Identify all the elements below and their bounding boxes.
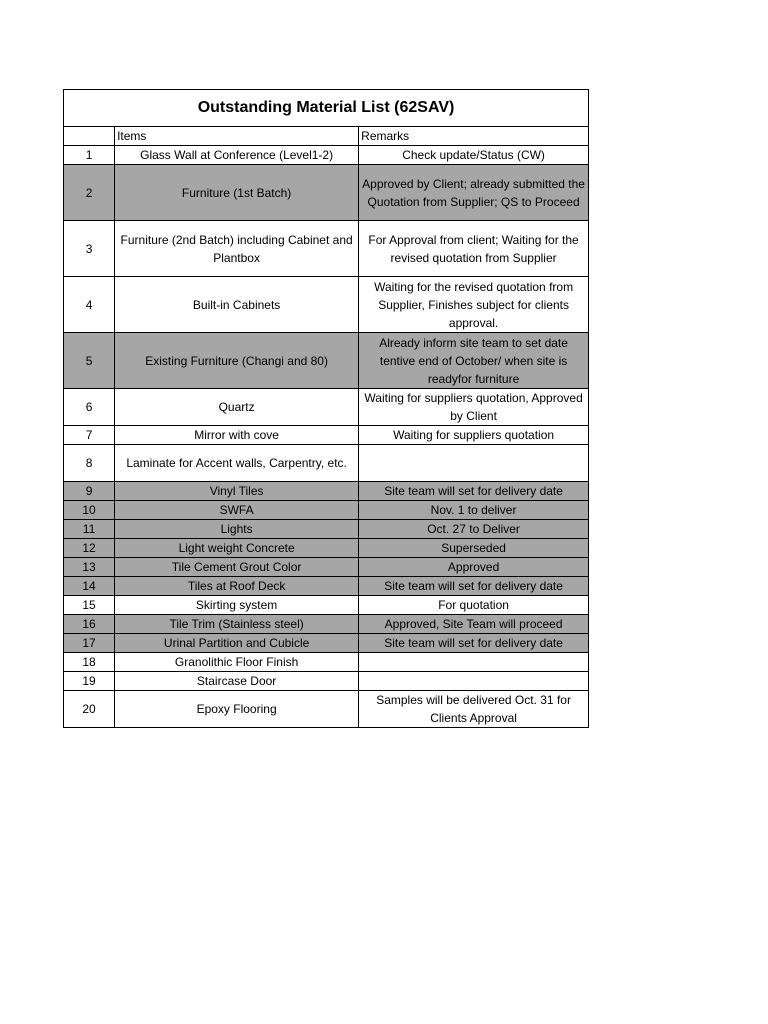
row-item: Vinyl Tiles bbox=[115, 482, 359, 501]
table-row bbox=[64, 520, 589, 539]
row-item: Laminate for Accent walls, Carpentry, etc. bbox=[115, 445, 359, 482]
table-row bbox=[64, 221, 589, 277]
table-row bbox=[64, 426, 589, 445]
header-remarks: Remarks bbox=[359, 127, 589, 146]
row-item: Light weight Concrete bbox=[115, 539, 359, 558]
table-row bbox=[64, 672, 589, 691]
row-item: Built-in Cabinets bbox=[115, 277, 359, 333]
row-item: Mirror with cove bbox=[115, 426, 359, 445]
table-row bbox=[64, 165, 589, 221]
row-remark: Site team will set for delivery date bbox=[359, 482, 589, 501]
header-items: Items bbox=[115, 127, 359, 146]
table-row bbox=[64, 615, 589, 634]
row-item: Quartz bbox=[115, 389, 359, 426]
row-item: SWFA bbox=[115, 501, 359, 520]
row-number: 3 bbox=[64, 221, 115, 277]
row-number: 11 bbox=[64, 520, 115, 539]
material-list-table bbox=[63, 89, 589, 728]
row-item: Tile Cement Grout Color bbox=[115, 558, 359, 577]
row-number: 7 bbox=[64, 426, 115, 445]
row-remark: Approved bbox=[359, 558, 589, 577]
row-item: Existing Furniture (Changi and 80) bbox=[115, 333, 359, 389]
table-row bbox=[64, 539, 589, 558]
row-number: 4 bbox=[64, 277, 115, 333]
row-remark: Waiting for the revised quotation from Supplier, Finishes subject for clients approval. bbox=[359, 277, 589, 333]
row-number: 18 bbox=[64, 653, 115, 672]
table-row bbox=[64, 596, 589, 615]
table-row bbox=[64, 501, 589, 520]
row-number: 6 bbox=[64, 389, 115, 426]
row-item: Furniture (1st Batch) bbox=[115, 165, 359, 221]
row-number: 10 bbox=[64, 501, 115, 520]
row-remark bbox=[359, 653, 589, 672]
row-number: 2 bbox=[64, 165, 115, 221]
table-row bbox=[64, 277, 589, 333]
row-number: 16 bbox=[64, 615, 115, 634]
row-remark: For Approval from client; Waiting for the revised quotation from Supplier bbox=[359, 221, 589, 277]
header-number bbox=[64, 127, 115, 146]
table-title: Outstanding Material List (62SAV) bbox=[64, 90, 589, 127]
row-number: 17 bbox=[64, 634, 115, 653]
row-remark: Waiting for suppliers quotation, Approved by Client bbox=[359, 389, 589, 426]
row-remark: Site team will set for delivery date bbox=[359, 577, 589, 596]
row-remark bbox=[359, 672, 589, 691]
row-remark: Check update/Status (CW) bbox=[359, 146, 589, 165]
row-remark: Nov. 1 to deliver bbox=[359, 501, 589, 520]
row-number: 13 bbox=[64, 558, 115, 577]
row-remark: Samples will be delivered Oct. 31 for Clients Approval bbox=[359, 691, 589, 728]
row-remark: Site team will set for delivery date bbox=[359, 634, 589, 653]
row-remark: Approved by Client; already submitted the Quotation from Supplier; QS to Proceed bbox=[359, 165, 589, 221]
row-number: 8 bbox=[64, 445, 115, 482]
row-number: 14 bbox=[64, 577, 115, 596]
row-remark bbox=[359, 445, 589, 482]
row-number: 9 bbox=[64, 482, 115, 501]
row-item: Lights bbox=[115, 520, 359, 539]
table-row bbox=[64, 577, 589, 596]
row-remark: Already inform site team to set date tentive end of October/ when site is readyfor furniture bbox=[359, 333, 589, 389]
row-number: 19 bbox=[64, 672, 115, 691]
table-row bbox=[64, 333, 589, 389]
row-remark: Approved, Site Team will proceed bbox=[359, 615, 589, 634]
table-row bbox=[64, 146, 589, 165]
row-item: Glass Wall at Conference (Level1-2) bbox=[115, 146, 359, 165]
row-remark: Oct. 27 to Deliver bbox=[359, 520, 589, 539]
row-number: 20 bbox=[64, 691, 115, 728]
row-item: Urinal Partition and Cubicle bbox=[115, 634, 359, 653]
table-row bbox=[64, 691, 589, 728]
row-item: Granolithic Floor Finish bbox=[115, 653, 359, 672]
title-row bbox=[64, 90, 589, 127]
table-row bbox=[64, 445, 589, 482]
row-remark: For quotation bbox=[359, 596, 589, 615]
table-row bbox=[64, 558, 589, 577]
row-item: Skirting system bbox=[115, 596, 359, 615]
table-row bbox=[64, 634, 589, 653]
row-item: Epoxy Flooring bbox=[115, 691, 359, 728]
row-number: 5 bbox=[64, 333, 115, 389]
material-list-sheet bbox=[63, 89, 589, 728]
header-row bbox=[64, 127, 589, 146]
row-number: 1 bbox=[64, 146, 115, 165]
table-row bbox=[64, 653, 589, 672]
row-item: Furniture (2nd Batch) including Cabinet and Plantbox bbox=[115, 221, 359, 277]
row-item: Tiles at Roof Deck bbox=[115, 577, 359, 596]
row-remark: Superseded bbox=[359, 539, 589, 558]
row-item: Staircase Door bbox=[115, 672, 359, 691]
table-row bbox=[64, 389, 589, 426]
row-remark: Waiting for suppliers quotation bbox=[359, 426, 589, 445]
row-item: Tile Trim (Stainless steel) bbox=[115, 615, 359, 634]
row-number: 15 bbox=[64, 596, 115, 615]
table-row bbox=[64, 482, 589, 501]
row-number: 12 bbox=[64, 539, 115, 558]
